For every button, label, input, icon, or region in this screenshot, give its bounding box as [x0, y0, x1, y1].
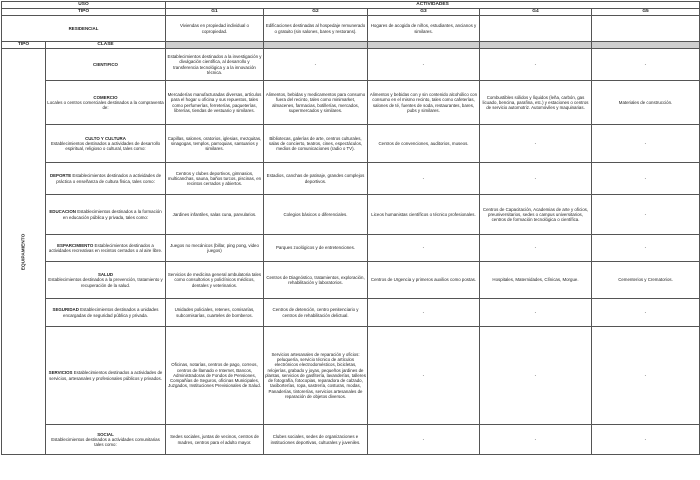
esparcimiento-g4: -: [480, 235, 592, 262]
seguridad-g2: Centros de detención, centro penitenciario y centros de rehabilitación delictual.: [264, 299, 368, 327]
cientifico-g2: -: [264, 49, 368, 81]
class-educacion: EDUCACION Establecimientos destinados a la formación en educación pública y privada, tales como:: [46, 195, 166, 235]
educacion-g5: -: [592, 195, 700, 235]
social-g5: -: [592, 425, 700, 455]
g4-header: G4: [480, 9, 592, 16]
culto-g2: Bibliotecas, galerías de arte, centros culturales, salas de concierto, teatros, cines, espectáculos, medios de comunicaciones (radio o TV).: [264, 125, 368, 163]
esparcimiento-g5: -: [592, 235, 700, 262]
deporte-g5: -: [592, 163, 700, 195]
esparcimiento-g2: Parques zoológicos y de entretenciones.: [264, 235, 368, 262]
residencial-g5: [592, 16, 700, 42]
sub-g1: [166, 42, 264, 49]
cientifico-g4: -: [480, 49, 592, 81]
servicios-g4: -: [480, 327, 592, 425]
educacion-g3: Liceos humanistas científicos o técnico profesionales.: [368, 195, 480, 235]
g2-header: G2: [264, 9, 368, 16]
comercio-g5: Materiales de construcción.: [592, 81, 700, 125]
salud-g5: Cementerios y Crematorios.: [592, 262, 700, 299]
social-g2: Clubes sociales, sedes de organizaciones e instituciones deportivas, culturales y juveniles.: [264, 425, 368, 455]
servicios-g5: -: [592, 327, 700, 425]
deporte-g2: Estadios, canchas de patinaje, grandes complejos deportivos.: [264, 163, 368, 195]
seguridad-g1: Unidades policiales, retenes, comisarías, subcomisarías, cuarteles de bomberos.: [166, 299, 264, 327]
social-g3: -: [368, 425, 480, 455]
seguridad-g4: -: [480, 299, 592, 327]
sub-g5: [592, 42, 700, 49]
clase-header: CLASE: [46, 42, 166, 49]
residencial-label: RESIDENCIAL: [2, 16, 166, 42]
sub-g3: [368, 42, 480, 49]
comercio-g3: Alimentos y bebidas con y sin contenido alcohólico con consumo en el mismo recinto, tales como cafeterías, salones de té, fuentes de soda, restaurantes, bares, pubs y similares.: [368, 81, 480, 125]
sub-g4: [480, 42, 592, 49]
tipo-header: TIPO: [2, 9, 166, 16]
educacion-g1: Jardines infantiles, salas cuna, parvularios.: [166, 195, 264, 235]
servicios-g1: Oficinas, notarías, centros de pago, correos, centros de llamado e Internet, Bancos, Administradoras de Fondos de Pensiones, Compañías de Seguros, oficinas Municipales, Juzgados, Instituciones Previsionales de Salud.: [166, 327, 264, 425]
deporte-g1: Centros y clubes deportivos, gimnasios, multicanchas, sauna, baños turcos, piscinas, en recintos cerrados y abiertos.: [166, 163, 264, 195]
servicios-g3: -: [368, 327, 480, 425]
g1-header: G1: [166, 9, 264, 16]
cientifico-g5: -: [592, 49, 700, 81]
tipo-sub-header: TIPO: [2, 42, 46, 49]
class-salud: SALUD Establecimientos destinados a la prevención, tratamiento y recuperación de la salud.: [46, 262, 166, 299]
class-seguridad: SEGURIDAD Establecimientos destinados a unidades encargadas de seguridad pública y privada.: [46, 299, 166, 327]
class-servicios: SERVICIOS Establecimientos destinados a actividades de servicios, artesanales y profesionales públicos y privados.: [46, 327, 166, 425]
class-comercio: COMERCIO Locales o centros comerciales destinados a la compraventa de:: [46, 81, 166, 125]
class-cientifico: CIENTIFICO: [46, 49, 166, 81]
culto-g5: -: [592, 125, 700, 163]
class-social: SOCIAL Establecimientos destinados a actividades comunitarias tales como:: [46, 425, 166, 455]
salud-g3: Centros de Urgencia y primeros auxilios como postas.: [368, 262, 480, 299]
sub-g2: [264, 42, 368, 49]
servicios-g2: Servicios artesanales de reparación y oficios: peluquería, servicio técnico de artículos electrónicos electrodomésticos, bicicletas, relojerías, grabado y joyas, pequeños jardines de plantas, servicios de gasfitería, lavanderías, talleres de fotografía, fotocopias, reparadora de calzado, taxiborterías, ropa, sastrería, costuras, modas, Panaderías, tintorerías, servicios artesanales de reparación de objetos diversos.: [264, 327, 368, 425]
salud-g4: Hospitales, Maternidades, Clínicas, Morgue.: [480, 262, 592, 299]
residencial-g4: [480, 16, 592, 42]
esparcimiento-g3: -: [368, 235, 480, 262]
class-culto-cultura: CULTO Y CULTURA Establecimientos destinados a actividades de desarrollo espiritual, religioso o cultural, tales como:: [46, 125, 166, 163]
social-g4: -: [480, 425, 592, 455]
educacion-g2: Colegios básicos o diferenciales.: [264, 195, 368, 235]
comercio-g2: Alimentos, bebidas y medicamentos para consumo fuera del recinto, tales como minimarket, almacenes, farmacias, botillerías, mercados, supermercados y similares.: [264, 81, 368, 125]
seguridad-g5: -: [592, 299, 700, 327]
cientifico-g3: -: [368, 49, 480, 81]
culto-g3: Centros de convenciones, auditorios, museos.: [368, 125, 480, 163]
culto-g4: -: [480, 125, 592, 163]
comercio-g4: Combustibles sólidos y líquidos (leña, carbón, gas licuado, bencina, parafina, etc.) y estaciones o centros de servicio automotriz. Automóviles y maquinarias.: [480, 81, 592, 125]
class-deporte: DEPORTE Establecimientos destinados a actividades de práctica o enseñanza de cultura física, tales como:: [46, 163, 166, 195]
equipamiento-label: EQUIPAMIENTO: [2, 49, 46, 455]
residencial-g1: Viviendas en propiedad individual o copropiedad.: [166, 16, 264, 42]
residencial-g3: Hogares de acogida de niños, estudiantes, ancianos y similares.: [368, 16, 480, 42]
cientifico-g1: Establecimientos destinados a la investigación y divulgación científica, al desarrollo y transferencia tecnológica y a la innovación técnica.: [166, 49, 264, 81]
salud-g2: Centros de Diagnóstico, tratamientos, exploración, rehabilitación y laboratorios.: [264, 262, 368, 299]
educacion-g4: Centros de Capacitación, Academias de arte y oficios, preuniversitarios, sedes o campus universitarios, centros de formación tecnológica o científica.: [480, 195, 592, 235]
deporte-g4: -: [480, 163, 592, 195]
uso-header: USO: [2, 2, 166, 9]
zoning-use-table: [1, 1, 700, 455]
seguridad-g3: -: [368, 299, 480, 327]
residencial-g2: Edificaciones destinadas al hospedaje remunerado o gratuito (sin salones, bares y restorans).: [264, 16, 368, 42]
salud-g1: Servicios de medicina general ambulatoria tales como consultorios y policlínicos médicos, dentales y veterinarios.: [166, 262, 264, 299]
class-esparcimiento: ESPARCIMIENTO Establecimientos destinados a actividades recreativas en recintos cerrados o al aire libre.: [46, 235, 166, 262]
esparcimiento-g1: Juegos no mecánicos (billar, ping pong, video juegos): [166, 235, 264, 262]
social-g1: Sedes sociales, juntas de vecinos, centros de madres, centros para el adulto mayor.: [166, 425, 264, 455]
g3-header: G3: [368, 9, 480, 16]
deporte-g3: -: [368, 163, 480, 195]
actividades-header: ACTIVIDADES: [166, 2, 700, 9]
comercio-g1: Mercaderías manufacturadas diversas, artículos para el hogar u oficina y sus repuestos, tales como perfumerías, ferreterías, paqueterías, librerías, tiendas de vestuario y similares.: [166, 81, 264, 125]
culto-g1: Capillas, salones, oratorios, iglesias, mezquitas, sinagogas, templos, parroquias, santuarios y similares.: [166, 125, 264, 163]
g5-header: G5: [592, 9, 700, 16]
